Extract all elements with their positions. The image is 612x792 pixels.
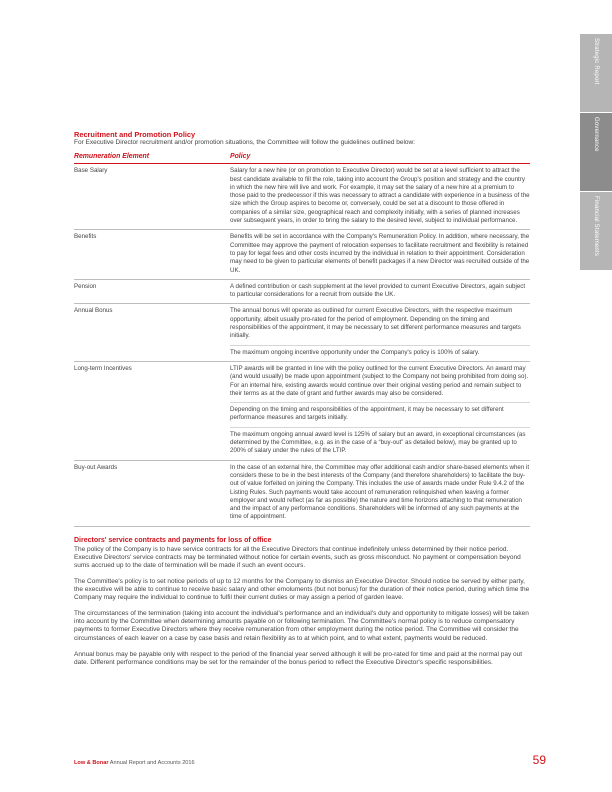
remuneration-element-cell: Pension bbox=[74, 279, 230, 304]
policy-cell bbox=[230, 164, 530, 230]
intro-text: For Executive Director recruitment and/or promotion situations, the Committee will follow the guidelines outlined below: bbox=[74, 139, 416, 146]
policy-paragraph: Depending on the timing and responsibilities of the appointment, it may be necessary to set different performance measures and targets initially. bbox=[230, 402, 530, 423]
page-number: 59 bbox=[532, 753, 546, 767]
section2-body bbox=[74, 546, 530, 667]
policy-paragraph: The maximum ongoing annual award level is 125% of salary but an award, in exceptional circumstances (as determined by the Committee, e.g. as in the case of a “buy-out” as detailed below), may be granted up to 200% of salary under the rules of the LTIP. bbox=[230, 427, 530, 456]
policy-cell bbox=[230, 304, 530, 361]
table-row bbox=[74, 304, 530, 361]
remuneration-element-cell: Base Salary bbox=[74, 164, 230, 230]
policy-paragraph: The annual bonus will operate as outlined for current Executive Directors, with the respective maximum opportunity, albeit usually pro-rated for the period of employment. Depending on the timing and responsibilities of the appointment, it may be necessary to set different performance measures and targets initially. bbox=[230, 307, 521, 340]
header-remuneration-element: Remuneration Element bbox=[74, 153, 230, 164]
table-row bbox=[74, 460, 530, 526]
table-body bbox=[74, 164, 530, 526]
side-tab-label: Financial Statements bbox=[593, 196, 599, 257]
policy-paragraph: LTIP awards will be granted in line with the policy outlined for the current Executive Directors. An award may (and would usually) be made upon appointment (subject to the Company not being prohibited from doing so). For an internal hire, existing awards would continue over their original vesting period and remain subject to their terms as at the date of grant and further awards may also be considered. bbox=[230, 364, 529, 397]
side-navigation bbox=[580, 34, 612, 271]
main-content bbox=[74, 130, 530, 675]
footer-text: Annual Report and Accounts 2016 bbox=[108, 760, 195, 766]
table-header-row bbox=[74, 153, 530, 164]
body-paragraph: The circumstances of the termination (taking into account the individual's performance and an individual's duty and opportunity to mitigate losses) will be taken into account by the Committee when determining amounts payable on or following termination. The Committee's normal policy is to reduce compensatory payments to former Executive Directors where they receive remuneration from other employment during the notice period. The Committee will consider the circumstances of each leaver on a case by case basis and retain flexibility as to at which point, and to what extent, payments would be reduced. bbox=[74, 610, 529, 642]
body-paragraph: The policy of the Company is to have service contracts for all the Executive Directors that continue indefinitely unless determined by their notice period. Executive Directors' service contracts may be terminated without notice for certain events, such as gross misconduct. No payment or compensation beyond sums accrued up to the date of termination will be made if such an event occurs. bbox=[74, 545, 521, 569]
side-tab-governance[interactable] bbox=[580, 113, 612, 191]
remuneration-element-cell: Long-term Incentives bbox=[74, 361, 230, 460]
footer-brand: Low & Bonar bbox=[74, 760, 109, 766]
recruitment-policy-table bbox=[74, 153, 530, 527]
policy-cell bbox=[230, 460, 530, 526]
side-tab-strategic-report[interactable] bbox=[580, 34, 612, 112]
policy-paragraph: The maximum ongoing incentive opportunity under the Company's policy is 100% of salary. bbox=[230, 345, 530, 357]
table-row bbox=[74, 361, 530, 460]
body-paragraph: The Committee's policy is to set notice periods of up to 12 months for the Company to dismiss an Executive Director. Should notice be served by either party, the executive will be able to continue to receive basic salary and other emoluments (but not bonus) for the duration of their notice period, during which time the Company may require the individual to continue to fulfil their current duties or may assign a period of garden leave. bbox=[74, 577, 530, 602]
side-tab-label: Governance bbox=[593, 117, 599, 152]
table-row bbox=[74, 164, 530, 230]
policy-cell bbox=[230, 279, 530, 304]
side-tab-label: Strategic Report bbox=[593, 38, 599, 85]
policy-paragraph: Benefits will be set in accordance with the Company's Remuneration Policy. In addition, where necessary, the Committee may approve the payment of relocation expenses to facilitate recruitment and flexibility is retained to pay for legal fees and other costs incurred by the individual in relation to their appointment. Consideration may need to be given to particular elements of benefit packages if a new Director was recruited outside of the UK. bbox=[230, 233, 530, 274]
body-paragraph: Annual bonus may be payable only with respect to the period of the financial year served although it will be pro-rated for time and paid at the normal pay out date. Different performance conditions may be set for the remainder of the bonus period to reflect the Executive Director's specific responsibilities. bbox=[74, 650, 523, 666]
remuneration-element-cell: Benefits bbox=[74, 230, 230, 279]
side-tab-financial-statements[interactable] bbox=[580, 192, 612, 270]
header-policy: Policy bbox=[230, 153, 530, 164]
policy-cell bbox=[230, 361, 530, 460]
policy-paragraph: In the case of an external hire, the Committee may offer additional cash and/or share-based elements when it considers these to be in the best interests of the Company (and therefore shareholders) to facilitate the buy-out of value forfeited on joining the Company. This includes the use of awards made under Rule 9.4.2 of the Listing Rules. Such payments would take account of remuneration relinquished when leaving a former employer and would reflect (as far as possible) the nature and time horizons attaching to that remuneration and the impact of any performance conditions. Shareholders will be informed of any such payments at the time of appointment. bbox=[230, 463, 530, 521]
table-row bbox=[74, 279, 530, 304]
policy-paragraph: Salary for a new hire (or on promotion to Executive Director) would be set at a level sufficient to attract the best candidate available to fill the role, taking into account the Group's position and strategy and the country in which the new hire will live and work. For example, it may set the salary of a new hire at a premium to those paid to the predecessor if this was necessary to attract a candidate with experience in a business of the size which the Group aspires to become or, conversely, could be set at a discount to those offered in companies of a similar size, geographical reach and complexity initially, with a series of planned increases over subsequent years, in order to bring the salary to the desired level, subject to individual performance. bbox=[230, 167, 530, 225]
policy-cell bbox=[230, 230, 530, 279]
policy-paragraph: A defined contribution or cash supplement at the level provided to current Executive Directors, again subject to particular considerations for a recruit from outside the UK. bbox=[230, 282, 526, 299]
remuneration-element-cell: Buy-out Awards bbox=[74, 460, 230, 526]
section2-title: Directors' service contracts and payments for loss of office bbox=[74, 536, 272, 544]
section-title: Recruitment and Promotion Policy bbox=[74, 130, 196, 139]
remuneration-element-cell: Annual Bonus bbox=[74, 304, 230, 361]
table-row bbox=[74, 230, 530, 279]
footer bbox=[74, 760, 195, 766]
